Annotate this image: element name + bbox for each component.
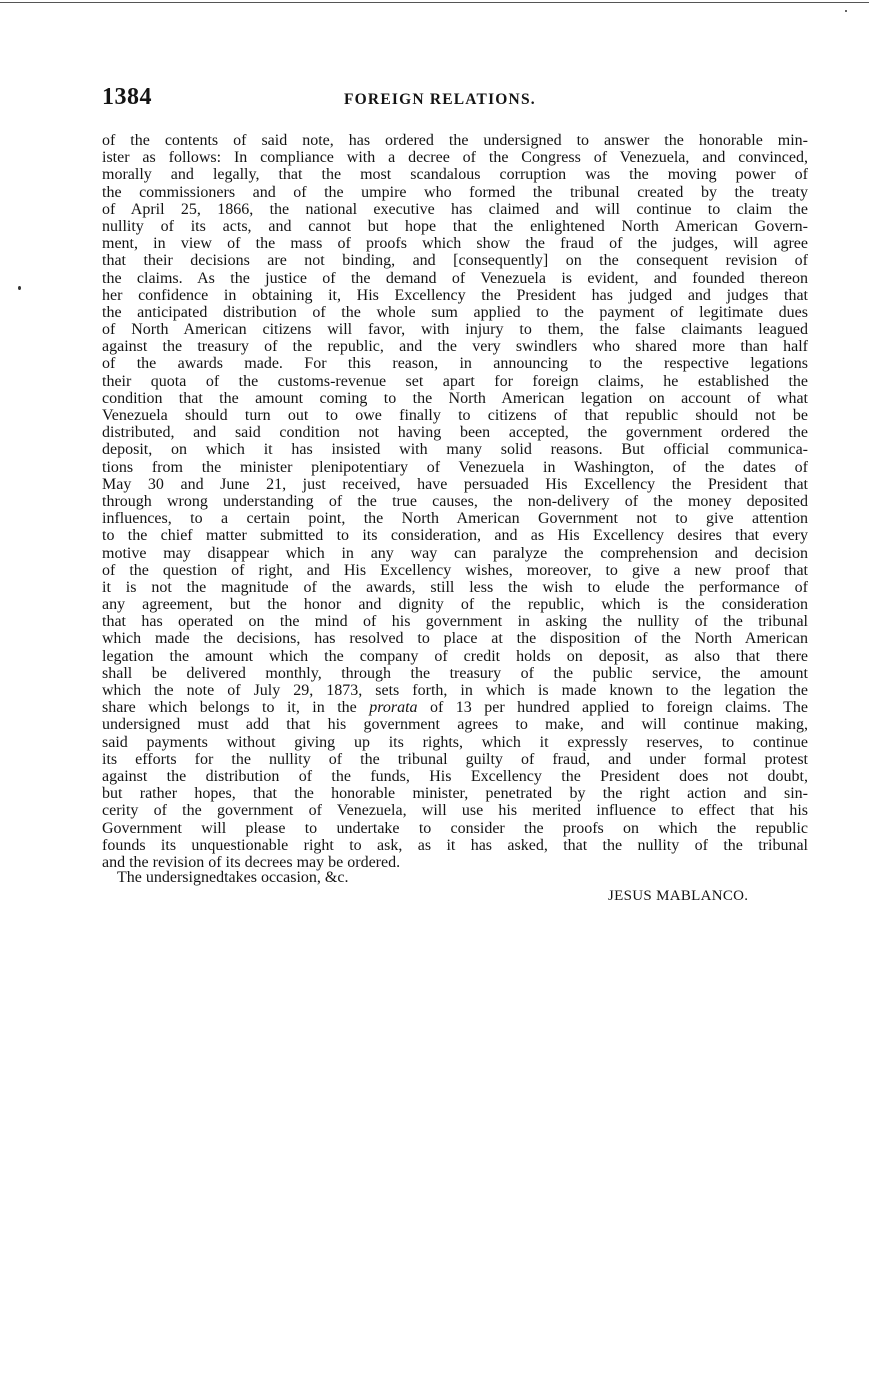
page-number: 1384 [102, 84, 152, 110]
text-line: the claims. As the justice of the demand of Venezuela is evident, and founded thereon [102, 269, 808, 287]
italic-term: prorata [369, 699, 418, 717]
text-line: condition that the amount coming to the North American legation on account of what [102, 389, 808, 407]
text-line: distributed, and said condition not having been accepted, the government ordered the [102, 424, 808, 442]
closing-line: The undersignedtakes occasion, &c. [117, 869, 349, 886]
text-line: said payments without giving up its rights, which it expressly reserves, to continue [102, 733, 808, 751]
signature: JESUS MABLANCO. [608, 888, 749, 904]
text-line: deposit, on which it has insisted with many solid reasons. But official communica- [102, 441, 808, 459]
text-line: it is not the magnitude of the awards, still less the wish to elude the performance of [102, 578, 808, 596]
text-line: any agreement, but the honor and dignity of the republic, which is the consideration [102, 596, 808, 614]
text-line: against the distribution of the funds, His Excellency the President does not doubt, [102, 767, 808, 785]
text-line: tions from the minister plenipotentiary of Venezuela in Washington, of the dates of [102, 458, 808, 476]
text-line: share which belongs to it, in the prorata of 13 per hundred applied to foreign claims. The [102, 699, 808, 717]
text-line: its efforts for the nullity of the tribunal guilty of fraud, and under formal protest [102, 750, 808, 768]
text-line: undersigned must add that his government agrees to make, and will continue making, [102, 716, 808, 734]
text-line: which made the decisions, has resolved to place at the disposition of the North American [102, 630, 808, 648]
text-line: of North American citizens will favor, with injury to them, the false claimants leagued [102, 321, 808, 339]
text-line: of the awards made. For this reason, in announcing to the respective legations [102, 355, 808, 373]
text-line: of April 25, 1866, the national executive has claimed and will continue to claim the [102, 200, 808, 218]
text-line: the commissioners and of the umpire who formed the tribunal created by the treaty [102, 183, 808, 201]
text-line: morally and legally, that the most scandalous corruption was the moving power of [102, 166, 808, 184]
text-line: shall be delivered monthly, through the treasury of the public service, the amount [102, 664, 808, 682]
text-line: influences, to a certain point, the North American Government not to give attention [102, 510, 808, 528]
text-line: Venezuela should turn out to owe finally to citizens of that republic should not be [102, 407, 808, 424]
text-line: that their decisions are not binding, and [consequently] on the consequent revision of [102, 252, 808, 270]
text-line: against the treasury of the republic, and the very swindlers who shared more than half [102, 338, 808, 356]
text-line: her confidence in obtaining it, His Excellency the President has judged and judges that [102, 286, 808, 304]
body-paragraph [102, 132, 808, 871]
text-line: to the chief matter submitted to its consideration, and as His Excellency desires that every [102, 527, 808, 545]
text-line: Government will please to undertake to consider the proofs on which the republic [102, 819, 808, 837]
text-line: of the contents of said note, has ordered the undersigned to answer the honorable min- [102, 132, 808, 149]
margin-speck [18, 286, 21, 290]
text-line: cerity of the government of Venezuela, will use his merited influence to effect that his [102, 802, 808, 820]
text-line: legation the amount which the company of credit holds on deposit, as also that there [102, 647, 808, 665]
text-line: May 30 and June 21, just received, have persuaded His Excellency the President that [102, 475, 808, 493]
running-title: FOREIGN RELATIONS. [344, 91, 536, 108]
page-header [102, 84, 808, 114]
text-line: that has operated on the mind of his government in asking the nullity of the tribunal [102, 613, 808, 631]
margin-speck [845, 10, 847, 12]
text-line: founds its unquestionable right to ask, as it has asked, that the nullity of the tribunal [102, 836, 808, 854]
text-line: but rather hopes, that the honorable minister, penetrated by the right action and sin- [102, 785, 808, 803]
text-line: motive may disappear which in any way can paralyze the comprehension and decision [102, 544, 808, 562]
text-line: ister as follows: In compliance with a decree of the Congress of Venezuela, and convinced, [102, 149, 808, 167]
text-line: which the note of July 29, 1873, sets forth, in which is made known to the legation the [102, 682, 808, 699]
text-line: through wrong understanding of the true causes, the non-delivery of the money deposited [102, 492, 808, 510]
text-line: their quota of the customs-revenue set apart for foreign claims, he established the [102, 372, 808, 390]
text-line: of the question of right, and His Excellency wishes, moreover, to give a new proof that [102, 561, 808, 579]
text-line: ment, in view of the mass of proofs which show the fraud of the judges, will agree [102, 235, 808, 253]
top-border-rule [0, 2, 869, 3]
text-line: nullity of its acts, and cannot but hope that the enlightened North American Govern- [102, 217, 808, 235]
text-line: the anticipated distribution of the whole sum applied to the payment of legitimate dues [102, 303, 808, 321]
text-line: and the revision of its decrees may be ordered. [102, 853, 401, 871]
